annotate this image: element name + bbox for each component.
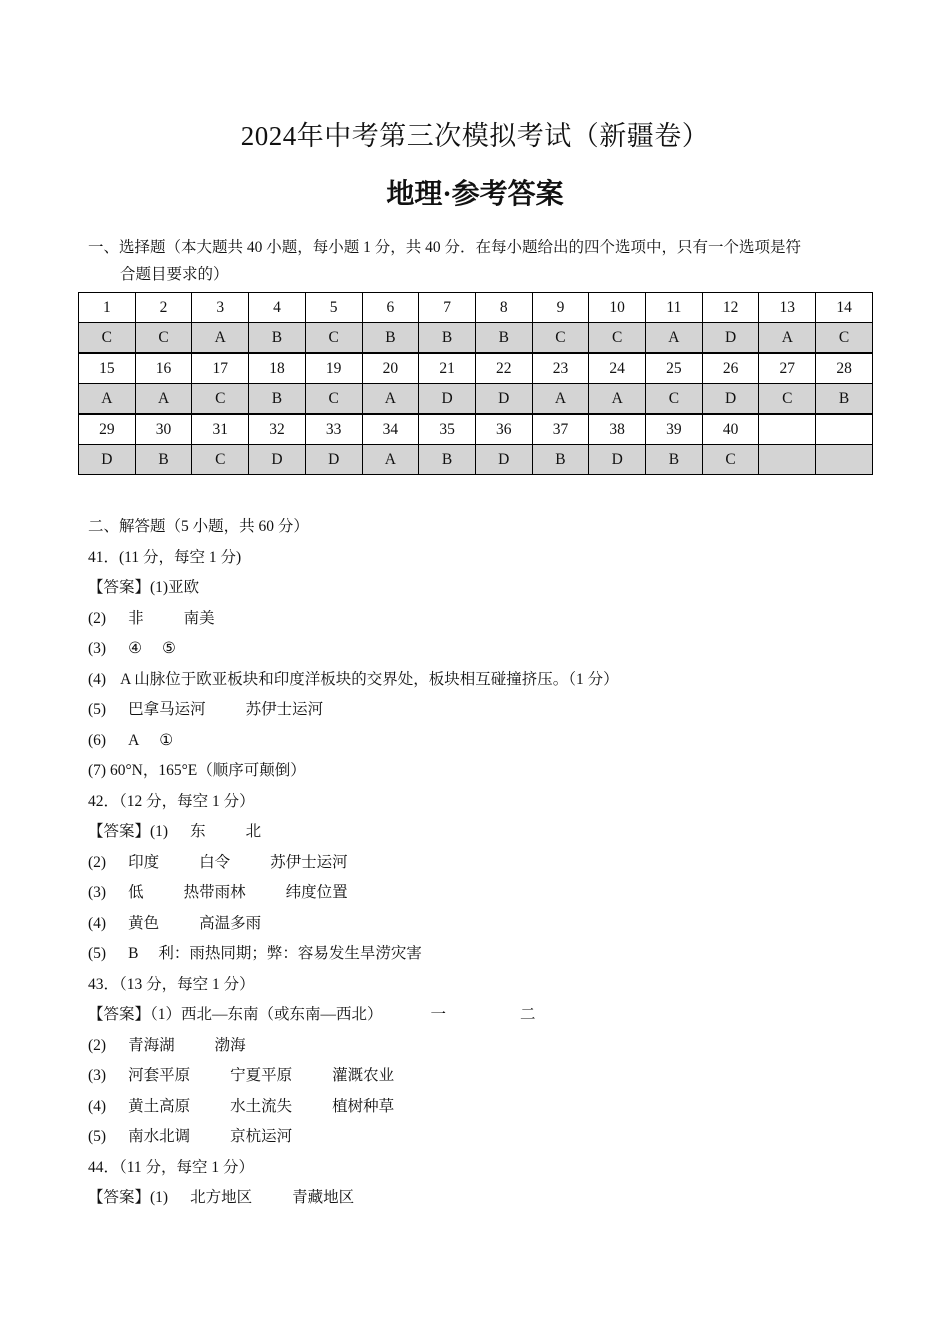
q41-4-a: A 山脉位于欧亚板块和印度洋板块的交界处，板块相互碰撞挤压。（1 分） xyxy=(120,670,619,688)
q44-1-b: 青藏地区 xyxy=(292,1189,355,1206)
question-number-cell: 23 xyxy=(532,353,589,384)
question-number-cell: 27 xyxy=(759,353,816,384)
answer-letter-cell: C xyxy=(532,323,589,354)
answer-letter-cell: D xyxy=(589,445,646,475)
answer-letter-cell: C xyxy=(192,445,249,475)
answer-letter-cell: B xyxy=(475,323,532,354)
answer-letter-cell xyxy=(816,445,873,475)
q44-answer-1 xyxy=(88,1183,888,1214)
question-number-cell: 16 xyxy=(135,353,192,384)
question-number-cell: 11 xyxy=(646,293,703,323)
answer-letter-cell: D xyxy=(702,323,759,354)
answer-letter-cell: B xyxy=(532,445,589,475)
q42-answer-3 xyxy=(88,878,888,909)
q43-3-b: 宁夏平原 xyxy=(230,1067,293,1084)
q41-answer-5 xyxy=(88,695,888,726)
answer-letter-cell: B xyxy=(646,445,703,475)
q42-1-label: 【答案】(1) xyxy=(88,823,169,840)
question-number-cell: 38 xyxy=(589,414,646,445)
answer-number-row xyxy=(79,414,873,445)
answer-letter-cell: A xyxy=(192,323,249,354)
answer-number-row xyxy=(79,293,873,323)
question-number-cell: 5 xyxy=(305,293,362,323)
question-number-cell: 21 xyxy=(419,353,476,384)
question-number-cell: 8 xyxy=(475,293,532,323)
q41-5-a: 巴拿马运河 xyxy=(128,701,206,718)
q42-3-a: 低 xyxy=(128,884,144,901)
q43-2-a: 青海湖 xyxy=(128,1036,175,1054)
q42-4-label: (4) xyxy=(88,914,107,932)
answer-letter-cell: C xyxy=(305,323,362,354)
q43-heading: 43．（13 分，每空 1 分） xyxy=(88,975,255,993)
answer-letter-cell: D xyxy=(419,384,476,415)
q43-answer-4 xyxy=(88,1092,888,1123)
question-number-cell: 14 xyxy=(816,293,873,323)
question-number-cell: 37 xyxy=(532,414,589,445)
q43-answer-5 xyxy=(88,1122,888,1153)
question-number-cell: 32 xyxy=(249,414,306,445)
q41-heading: 41．(11 分，每空 1 分) xyxy=(88,548,242,566)
q41-answer-6 xyxy=(88,726,888,757)
q42-2-b: 白令 xyxy=(199,853,231,871)
answer-letter-cell xyxy=(759,445,816,475)
q43-2-b: 渤海 xyxy=(214,1036,246,1054)
question-number-cell: 24 xyxy=(589,353,646,384)
q42-answer-4 xyxy=(88,909,888,940)
q43-3-a: 河套平原 xyxy=(128,1067,191,1084)
answer-letter-cell: A xyxy=(589,384,646,415)
answer-letter-cell: A xyxy=(79,384,136,415)
question-number-cell: 25 xyxy=(646,353,703,384)
answer-letter-cell: B xyxy=(249,384,306,415)
question-number-cell: 33 xyxy=(305,414,362,445)
answer-letter-cell: C xyxy=(79,323,136,354)
question-number-cell: 40 xyxy=(702,414,759,445)
q43-3-c: 灌溉农业 xyxy=(332,1067,395,1084)
question-number-cell: 17 xyxy=(192,353,249,384)
q43-5-a: 南水北调 xyxy=(128,1128,191,1145)
question-number-cell: 15 xyxy=(79,353,136,384)
q42-2-c: 苏伊士运河 xyxy=(270,853,348,871)
question-number-cell xyxy=(816,414,873,445)
q41-2-a: 非 xyxy=(128,609,144,627)
q41-6-b: ① xyxy=(159,731,174,749)
question-number-cell: 12 xyxy=(702,293,759,323)
answer-letter-cell: D xyxy=(249,445,306,475)
q42-5-label: (5) xyxy=(88,945,107,962)
q44-heading: 44．（11 分，每空 1 分） xyxy=(88,1158,255,1176)
answer-letter-cell: C xyxy=(589,323,646,354)
q42-5-b: 利：雨热同期；弊：容易发生旱涝灾害 xyxy=(158,945,422,962)
q42-3-c: 纬度位置 xyxy=(285,884,348,901)
question-number-cell: 36 xyxy=(475,414,532,445)
answer-letter-cell: C xyxy=(192,384,249,415)
answer-letter-row xyxy=(79,323,873,354)
question-number-cell: 28 xyxy=(816,353,873,384)
answer-letter-cell: B xyxy=(816,384,873,415)
q41-5-label: (5) xyxy=(88,701,107,718)
answer-letter-cell: B xyxy=(249,323,306,354)
answer-letter-cell: A xyxy=(646,323,703,354)
q42-3-b: 热带雨林 xyxy=(183,884,246,901)
page-title: 2024年中考第三次模拟考试（新疆卷） xyxy=(240,121,710,151)
q42-answer-1 xyxy=(88,817,888,848)
answer-letter-cell: A xyxy=(135,384,192,415)
answer-letter-cell: B xyxy=(135,445,192,475)
q41-5-b: 苏伊士运河 xyxy=(245,701,324,718)
q43-5-b: 京杭运河 xyxy=(230,1128,293,1145)
q43-3-label: (3) xyxy=(88,1067,107,1084)
question-number-cell: 6 xyxy=(362,293,419,323)
question-number-cell: 3 xyxy=(192,293,249,323)
q41-6-label: (6) xyxy=(88,731,107,749)
q42-2-a: 印度 xyxy=(128,853,160,871)
q42-heading: 42．（12 分，每空 1 分） xyxy=(88,792,255,810)
q43-4-a: 黄土高原 xyxy=(128,1097,191,1115)
answer-letter-cell: A xyxy=(759,323,816,354)
q43-answer-3 xyxy=(88,1061,888,1092)
q43-1-a: 【答案】（1）西北—东南（或东南—西北） xyxy=(88,1006,383,1023)
section1-instructions xyxy=(88,234,878,288)
q43-1-b: 一 xyxy=(430,1006,447,1023)
q43-5-label: (5) xyxy=(88,1128,107,1145)
question-number-cell: 10 xyxy=(589,293,646,323)
q41-2-b: 南美 xyxy=(183,609,215,627)
q41-4-label: (4) xyxy=(88,670,107,688)
question-number-cell: 2 xyxy=(135,293,192,323)
q42-answer-2 xyxy=(88,848,888,879)
q44-1-a: 北方地区 xyxy=(190,1189,253,1206)
question-number-cell: 4 xyxy=(249,293,306,323)
answer-letter-cell: A xyxy=(362,384,419,415)
q41-answer-3 xyxy=(88,634,888,665)
page-subtitle: 地理·参考答案 xyxy=(386,179,564,210)
question-number-cell: 29 xyxy=(79,414,136,445)
q42-4-b: 高温多雨 xyxy=(199,914,262,932)
q42-3-label: (3) xyxy=(88,884,107,901)
q43-answer-1 xyxy=(88,1000,888,1031)
q41-3-label: (3) xyxy=(88,640,107,657)
q42-1-b: 北 xyxy=(245,823,262,840)
answer-letter-cell: C xyxy=(816,323,873,354)
q41-answer-1: 【答案】(1)亚欧 xyxy=(88,579,200,596)
answer-letter-cell: A xyxy=(532,384,589,415)
q42-answer-5 xyxy=(88,939,888,970)
question-number-cell: 1 xyxy=(79,293,136,323)
answer-letter-cell: B xyxy=(419,323,476,354)
q43-2-label: (2) xyxy=(88,1036,107,1054)
question-number-cell: 7 xyxy=(419,293,476,323)
q42-5-a: B xyxy=(128,945,139,962)
answer-letter-cell: C xyxy=(646,384,703,415)
question-number-cell: 39 xyxy=(646,414,703,445)
question-number-cell xyxy=(759,414,816,445)
q41-answer-4 xyxy=(88,665,888,696)
question-number-cell: 22 xyxy=(475,353,532,384)
answer-letter-cell: A xyxy=(362,445,419,475)
q41-2-label: (2) xyxy=(88,609,107,627)
q42-4-a: 黄色 xyxy=(128,914,160,932)
answer-letter-cell: D xyxy=(305,445,362,475)
q41-6-a: A xyxy=(128,731,140,749)
question-number-cell: 30 xyxy=(135,414,192,445)
section1-line2: 合题目要求的） xyxy=(120,266,229,283)
q43-1-c: 二 xyxy=(520,1006,536,1023)
answer-letter-cell: D xyxy=(79,445,136,475)
q43-4-b: 水土流失 xyxy=(230,1097,293,1115)
q43-4-label: (4) xyxy=(88,1097,107,1115)
q42-1-a: 东 xyxy=(190,823,206,840)
question-number-cell: 9 xyxy=(532,293,589,323)
q41-answer-7: (7) 60°N，165°E（顺序可颠倒） xyxy=(88,762,306,779)
question-number-cell: 13 xyxy=(759,293,816,323)
question-number-cell: 19 xyxy=(305,353,362,384)
answer-letter-cell: D xyxy=(475,384,532,415)
section2 xyxy=(88,512,888,1214)
answer-letter-cell: B xyxy=(362,323,419,354)
question-number-cell: 34 xyxy=(362,414,419,445)
answer-letter-cell: C xyxy=(759,384,816,415)
q43-4-c: 植树种草 xyxy=(332,1097,395,1115)
answer-letter-cell: C xyxy=(305,384,362,415)
answer-letter-cell: C xyxy=(702,445,759,475)
q44-1-label: 【答案】(1) xyxy=(88,1189,169,1206)
question-number-cell: 35 xyxy=(419,414,476,445)
question-number-cell: 26 xyxy=(702,353,759,384)
answer-number-row xyxy=(79,353,873,384)
q42-2-label: (2) xyxy=(88,853,107,871)
answer-letter-cell: D xyxy=(702,384,759,415)
answer-letter-row xyxy=(79,384,873,415)
answer-letter-cell: C xyxy=(135,323,192,354)
answer-letter-cell: B xyxy=(419,445,476,475)
answer-table xyxy=(78,292,873,475)
q41-3-a: ④ xyxy=(128,640,142,657)
question-number-cell: 20 xyxy=(362,353,419,384)
section1-line1: 一、选择题（本大题共 40 小题，每小题 1 分，共 40 分．在每小题给出的四个选项中，只有一个选项是符 xyxy=(88,239,802,256)
answer-letter-row xyxy=(79,445,873,475)
q41-3-b: ⑤ xyxy=(161,640,176,657)
question-number-cell: 31 xyxy=(192,414,249,445)
section2-heading: 二、解答题（5 小题，共 60 分） xyxy=(88,518,309,535)
question-number-cell: 18 xyxy=(249,353,306,384)
q41-answer-2 xyxy=(88,604,888,635)
q43-answer-2 xyxy=(88,1031,888,1062)
answer-letter-cell: D xyxy=(475,445,532,475)
